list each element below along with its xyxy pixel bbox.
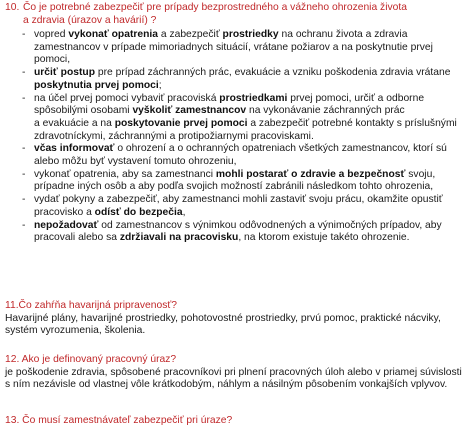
text-run: svoju, prípadne iných osôb a aby podľa svojich možností zabránili následkom tohto ohrozenia, xyxy=(34,168,436,193)
list-item-text xyxy=(34,169,467,194)
text-run: od zamestnancov s výnimkou odôvodnených a výnimočných prípadov, aby pracovali alebo sa xyxy=(34,219,442,244)
list-item-text xyxy=(34,194,467,219)
text-run: prvej pomoci, určiť a odborne spôsobilými osobami xyxy=(34,92,425,117)
bold-phrase: poskytnutia prvej pomoci xyxy=(34,79,159,91)
text-run: , xyxy=(182,206,186,218)
bold-phrase: prostriedkami xyxy=(219,92,288,104)
bullet-dash: - xyxy=(22,143,26,155)
bold-phrase: vyškoliť zamestnancov xyxy=(132,105,247,117)
list-item xyxy=(22,143,467,168)
text-run: na účel prvej pomoci vybaviť pracoviská xyxy=(34,92,220,104)
list-item xyxy=(22,67,467,92)
question-11 xyxy=(5,300,467,338)
bold-phrase: poskytovanie prvej pomoci xyxy=(114,117,248,129)
bullet-dash: - xyxy=(22,194,26,206)
list-item-text xyxy=(34,29,467,67)
text-run: ; xyxy=(158,79,162,91)
list-item-text xyxy=(34,67,467,92)
bullet-dash: - xyxy=(22,92,26,104)
list-item-continuation xyxy=(22,118,467,143)
answer-list xyxy=(22,29,467,245)
list-item-text xyxy=(34,93,467,118)
question-13 xyxy=(5,415,467,428)
bold-phrase: určiť postup xyxy=(34,67,95,79)
text-run: , na ktorom existuje takéto ohrozenie. xyxy=(238,232,410,244)
text-run: o ohrození a o ochranných opatreniach všetkých zamestnancov, ktorí sú alebo môžu byť vystavení tomuto ohrozeniu, xyxy=(34,143,447,168)
text-run: pre prípad záchranných prác, evakuácie a vzniku poškodenia zdravia vrátane xyxy=(95,67,451,79)
list-item xyxy=(22,220,467,245)
question-12 xyxy=(5,354,467,392)
text-run: na vykonávanie záchranných prác xyxy=(246,105,405,117)
bullet-dash: - xyxy=(22,29,26,40)
text-run: na ochranu života a zdravia zamestnancov v prípade mimoriadnych situácií, vrátane požiarov a na poskytnutie prvej pomoci, xyxy=(34,29,433,66)
text-run: a zabezpečiť potrebné kontakty s príslušnými zdravotníckymi, záchrannými a protipožiarnymi pracoviskami. xyxy=(34,117,457,142)
text-run: a zabezpečiť xyxy=(158,29,223,40)
question-title: 13. Čo musí zamestnávateľ zabezpečiť pri úraze? xyxy=(5,415,233,426)
bold-phrase: zdržiavali na pracovisku xyxy=(119,232,239,244)
bold-phrase: nepožadovať xyxy=(34,219,99,231)
bold-phrase: prostriedky xyxy=(222,29,279,40)
list-item-text xyxy=(34,220,467,245)
bold-phrase: vykonať opatrenia xyxy=(68,29,158,40)
bullet-dash: - xyxy=(22,168,26,180)
question-number: 10. xyxy=(5,2,20,13)
text-run: vykonať opatrenia, aby sa zamestnanci xyxy=(34,168,216,180)
question-title: 12. Ako je definovaný pracovný úraz? xyxy=(5,354,177,365)
list-item xyxy=(22,169,467,194)
list-item-text xyxy=(34,143,467,168)
bold-phrase: včas informovať xyxy=(34,143,115,155)
question-title xyxy=(23,2,463,27)
bullet-dash: - xyxy=(22,219,26,231)
answer-text: Havarijné plány, havarijné prostriedky, pohotovostné prostriedky, prvú pomoc, praktické nácviky, systém vyrozumenia, školenia. xyxy=(5,312,441,337)
text-run: a evakuácie a na xyxy=(34,117,115,129)
question-title: 11.Čo zahŕňa havarijná pripravenosť? xyxy=(5,300,177,311)
question-title-line: a zdravia (úrazov a havárií) ? xyxy=(23,14,157,26)
list-item xyxy=(22,29,467,67)
bullet-dash: - xyxy=(22,67,26,79)
bold-phrase: mohli postarať o zdravie a bezpečnosť xyxy=(215,168,406,180)
question-title-line: Čo je potrebné zabezpečiť pre prípady bezprostredného a vážneho ohrozenia života xyxy=(23,2,407,13)
list-item xyxy=(22,194,467,219)
list-item xyxy=(22,93,467,118)
text-run: vydať pokyny a zabezpečiť, aby zamestnanci mohli zastaviť svoju prácu, okamžite opustiť pracovisko a xyxy=(34,194,443,218)
text-run: vopred xyxy=(34,29,69,40)
list-item-text xyxy=(34,118,467,143)
bold-phrase: odísť do bezpečia xyxy=(94,206,183,218)
answer-text: je poškodenie zdravia, spôsobené pracovníkovi pri plnení pracovných úloh alebo v priamej súvislosti s ním nezávisle od vlastnej vôle krátkodobým, náhlym a násilným pôsobením vonkajších vplyvov. xyxy=(5,366,462,391)
